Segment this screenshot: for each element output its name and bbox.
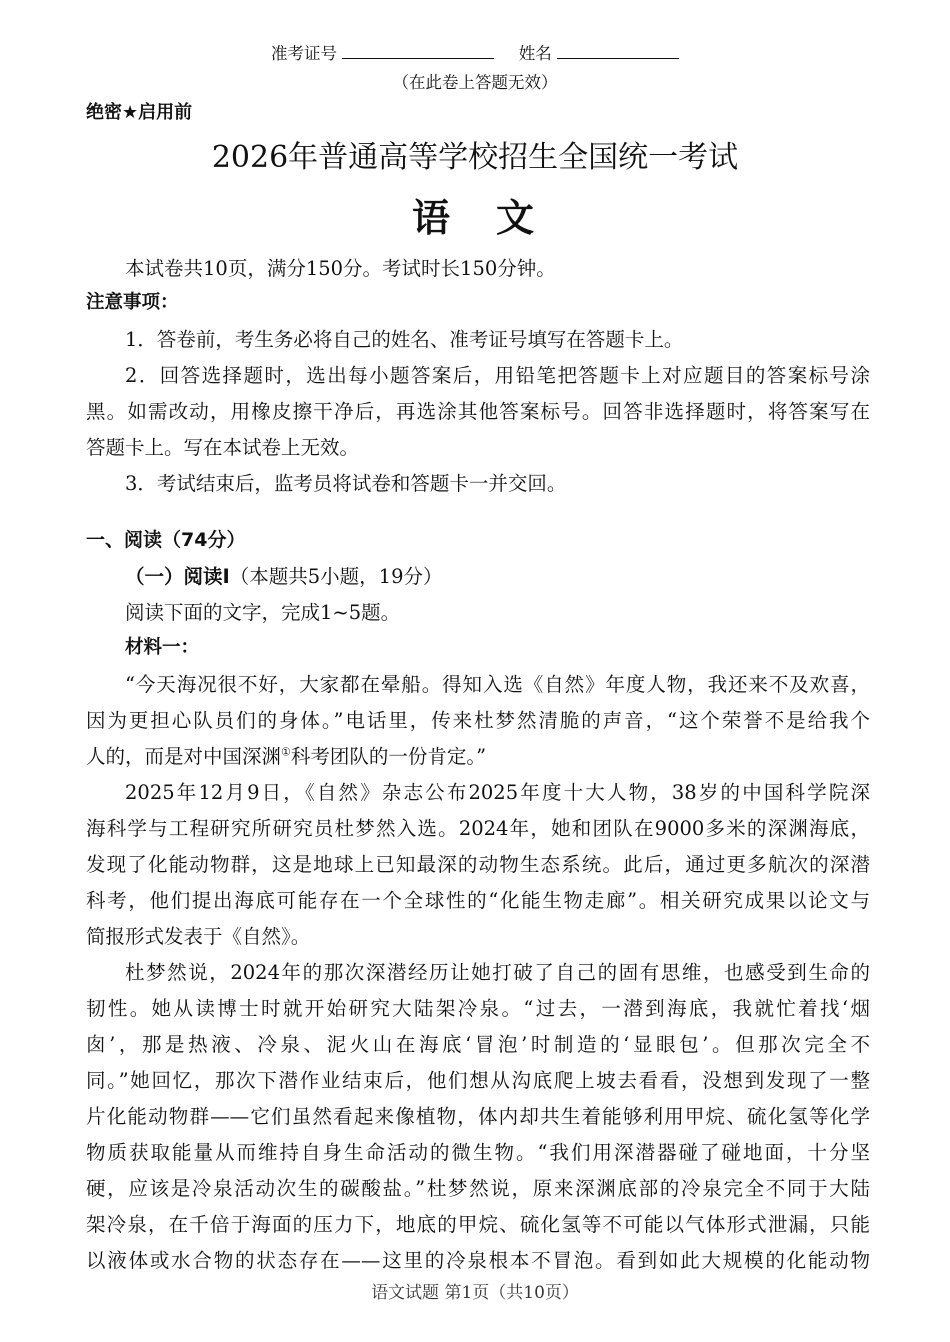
notice-item-1: 1．答卷前，考生务必将自己的姓名、准考证号填写在答题卡上。 xyxy=(125,328,684,351)
secret-label: 绝密★启用前 xyxy=(86,102,193,123)
passage-line: 架冷泉，在千倍于海面的压力下，地底的甲烷、硫化氢等不可能以气体形式泄漏，只能 xyxy=(86,1213,870,1236)
candidate-id-blank xyxy=(342,57,494,59)
passage-line xyxy=(86,747,870,767)
notice-item-2-line-3: 答题卡上。写在本试卷上无效。 xyxy=(86,436,360,459)
passage-line: 2025年12月9日，《自然》杂志公布2025年度十大人物，38岁的中国科学院深 xyxy=(125,781,870,804)
exam-title: 2026年普通高等学校招生全国统一考试 xyxy=(211,140,739,175)
material-label: 材料一： xyxy=(125,637,200,658)
passage-text: 人的，而是对中国深渊 xyxy=(86,745,282,768)
passage-line: 以液体或水合物的状态存在——这里的冷泉根本不冒泡。看到如此大规模的化能动物 xyxy=(86,1249,870,1272)
passage-line: 同。”她回忆，那次下潜作业结束后，他们想从沟底爬上坡去看看，没想到发现了一整 xyxy=(86,1069,870,1092)
passage-line: 片化能动物群——它们虽然看起来像植物，体内却共生着能够利用甲烷、硫化氢等化学 xyxy=(86,1105,870,1128)
passage-line: 硬，应该是冷泉活动次生的碳酸盐。”杜梦然说，原来深渊底部的冷泉完全不同于大陆 xyxy=(86,1177,870,1200)
subsection-note: （本题共5小题，19分） xyxy=(229,565,443,588)
passage-line: 因为更担心队员们的身体。”电话里，传来杜梦然清脆的声音，“这个荣誉不是给我个 xyxy=(86,709,870,732)
notice-heading: 注意事项： xyxy=(86,292,179,313)
reading-instruction: 阅读下面的文字，完成1~5题。 xyxy=(125,601,401,624)
passage-line: 海科学与工程研究所研究员杜梦然入选。2024年，她和团队在9000多米的深渊海底， xyxy=(86,817,870,840)
candidate-name-blank xyxy=(557,57,679,59)
invalid-note: （在此卷上答题无效） xyxy=(392,73,558,92)
passage-line: 杜梦然说，2024年的那次深潜经历让她打破了自己的固有思维，也感受到生命的 xyxy=(125,961,870,984)
candidate-info-line xyxy=(0,46,950,63)
footnote-marker: ① xyxy=(281,745,291,759)
passage-line: 发现了化能动物群，这是地球上已知最深的动物生态系统。此后，通过更多航次的深潜 xyxy=(86,853,870,876)
subject-title: 语 文 xyxy=(411,196,538,240)
candidate-id-label: 准考证号 xyxy=(271,44,337,63)
section-heading: 一、阅读（74分） xyxy=(86,529,246,551)
passage-line: 简报形式发表于《自然》。 xyxy=(86,925,311,948)
page-footer: 语文试题 第1页（共10页） xyxy=(371,1283,579,1303)
subsection-heading xyxy=(125,567,870,587)
passage-line: 韧性。她从读博士时就开始研究大陆架冷泉。“过去，一潜到海底，我就忙着找‘烟 xyxy=(86,997,870,1020)
candidate-name-label: 姓名 xyxy=(518,44,552,63)
passage-line: 囱’，那是热液、冷泉、泥火山在海底‘冒泡’时制造的‘显眼包’。但那次完全不 xyxy=(86,1033,870,1056)
notice-item-2-line-1: 2．回答选择题时，选出每小题答案后，用铅笔把答题卡上对应题目的答案标号涂 xyxy=(125,364,870,387)
exam-info: 本试卷共10页，满分150分。考试时长150分钟。 xyxy=(125,257,556,280)
notice-item-3: 3．考试结束后，监考员将试卷和答题卡一并交回。 xyxy=(125,472,567,495)
passage-line: 科考，他们提出海底可能存在一个全球性的“化能生物走廊”。相关研究成果以论文与 xyxy=(86,889,870,912)
passage-text: 科考团队的一份肯定。” xyxy=(290,745,487,768)
notice-item-2-line-2: 黑。如需改动，用橡皮擦干净后，再选涂其他答案标号。回答非选择题时，将答案写在 xyxy=(86,400,870,423)
passage-line: 物质获取能量从而维持自身生命活动的微生物。“我们用深潜器碰了碰地面，十分坚 xyxy=(86,1141,870,1164)
passage-line: “今天海况很不好，大家都在晕船。得知入选《自然》年度人物，我还来不及欢喜， xyxy=(125,673,870,696)
subsection-title: （一）阅读Ⅰ xyxy=(125,565,230,588)
